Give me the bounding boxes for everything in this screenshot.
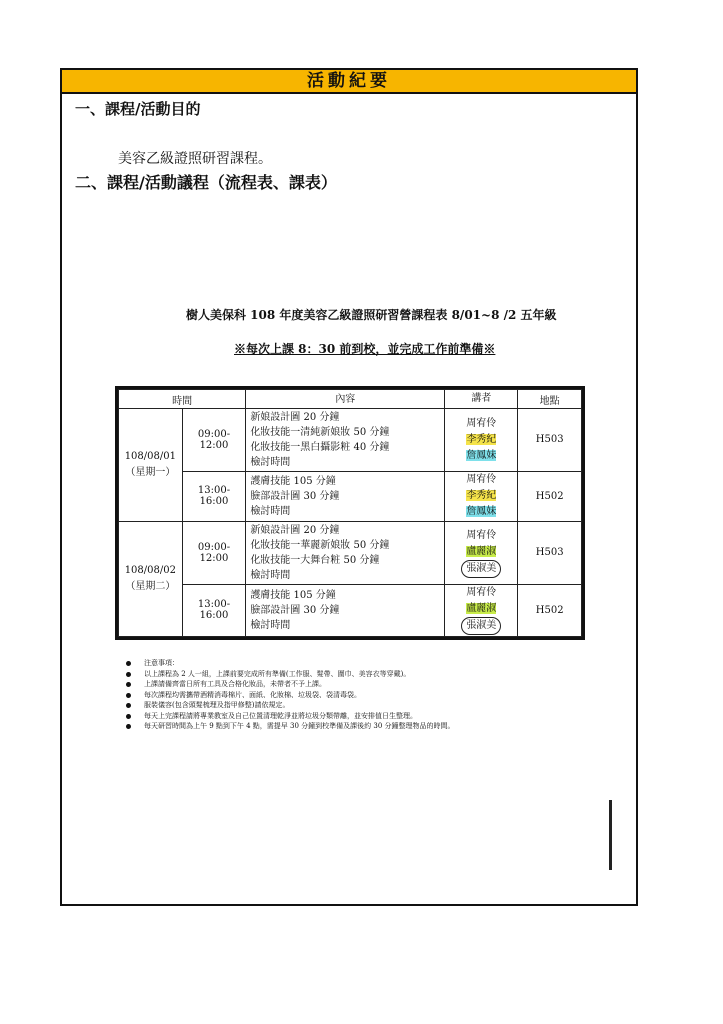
bullet-icon bbox=[126, 661, 131, 666]
content-line: 新娘設計圖 20 分鐘 bbox=[250, 411, 340, 423]
content-line: 化妝技能一清純新娘妝 50 分鐘 bbox=[250, 426, 390, 438]
bullet-icon bbox=[126, 724, 131, 729]
content-line: 臉部設計圖 30 分鐘 bbox=[250, 604, 340, 616]
teacher-name: 詹鳳妹 bbox=[466, 506, 497, 518]
list-item bbox=[126, 721, 596, 732]
content-line: 檢討時間 bbox=[250, 619, 291, 631]
page-title: 活動紀要 bbox=[62, 70, 636, 94]
time-cell: 13:00-16:00 bbox=[182, 584, 246, 636]
time-cell: 09:00-12:00 bbox=[182, 521, 246, 584]
teacher-name: 詹鳳妹 bbox=[466, 449, 497, 461]
table-row bbox=[119, 471, 582, 521]
date-cell bbox=[119, 521, 183, 636]
place-cell: H503 bbox=[518, 409, 582, 472]
schedule-title: 樹人美保科 108 年度美容乙級證照研習營課程表 8/01~8 /2 五年級 bbox=[186, 308, 557, 322]
date-cell bbox=[119, 409, 183, 522]
note-text: 每天上完課程請將專業教室及自己位置清理乾淨並將垃圾分類帶離，並安排值日生整理。 bbox=[144, 711, 417, 720]
header-time: 時間 bbox=[119, 390, 246, 409]
content-cell bbox=[246, 584, 445, 636]
teacher-name: 張淑美 bbox=[461, 560, 501, 578]
section-purpose-heading: 一、課程/活動目的 bbox=[75, 100, 201, 118]
table-row bbox=[119, 521, 582, 584]
content-cell bbox=[246, 521, 445, 584]
content-line: 化妝技能一大舞台粧 50 分鐘 bbox=[250, 554, 380, 566]
bullet-icon bbox=[126, 703, 131, 708]
notes-heading: 注意事項： bbox=[144, 659, 179, 667]
section-agenda-heading: 二、課程/活動議程（流程表、課表） bbox=[75, 173, 337, 192]
teacher-name: 周宥伶 bbox=[466, 474, 497, 486]
date: 108/08/01 bbox=[124, 450, 176, 462]
schedule-header-row bbox=[119, 390, 582, 409]
teacher-name: 周宥伶 bbox=[466, 417, 497, 429]
time-cell: 09:00-12:00 bbox=[182, 409, 246, 472]
bullet-icon bbox=[126, 672, 131, 677]
note-text: 上課請備齊當日所有工具及合格化妝品，未帶者不予上課。 bbox=[144, 680, 326, 688]
content-line: 檢討時間 bbox=[250, 569, 291, 581]
header-content: 內容 bbox=[246, 390, 445, 409]
weekday: （星期二） bbox=[125, 580, 176, 592]
place-cell: H502 bbox=[518, 584, 582, 636]
teacher-name: 李秀紀 bbox=[466, 490, 497, 502]
list-item bbox=[126, 711, 596, 722]
list-item bbox=[126, 690, 596, 701]
teacher-name: 周宥伶 bbox=[466, 529, 497, 541]
table-row bbox=[119, 584, 582, 636]
content-line: 新娘設計圖 20 分鐘 bbox=[250, 524, 340, 536]
content-line: 化妝技能一華麗新娘妝 50 分鐘 bbox=[250, 539, 390, 551]
time-cell: 13:00-16:00 bbox=[182, 471, 246, 521]
content-line: 護膚技能 105 分鐘 bbox=[250, 589, 336, 601]
note-text: 服裝儀容(包含頭髮梳理及指甲修整)請依規定。 bbox=[144, 701, 290, 709]
teacher-name: 周宥伶 bbox=[466, 587, 497, 599]
teacher-cell bbox=[445, 471, 518, 521]
notes-list bbox=[126, 658, 596, 732]
bullet-icon bbox=[126, 682, 131, 687]
header-teacher: 講者 bbox=[445, 390, 518, 409]
schedule-arrival-note: ※每次上課 8：30 前到校，並完成工作前準備※ bbox=[234, 342, 496, 356]
teacher-name: 張淑美 bbox=[461, 617, 501, 635]
purpose-text: 美容乙級證照研習課程。 bbox=[118, 151, 272, 167]
header-place: 地點 bbox=[518, 390, 582, 409]
teacher-name: 李秀紀 bbox=[466, 433, 497, 445]
place-cell: H502 bbox=[518, 471, 582, 521]
content-line: 護膚技能 105 分鐘 bbox=[250, 475, 336, 487]
note-text: 每次課程均需攜帶酒精消毒棉片、面紙、化妝棉、垃圾袋、袋清毒袋。 bbox=[144, 690, 361, 699]
weekday: （星期一） bbox=[125, 466, 176, 478]
bullet-icon bbox=[126, 714, 131, 719]
list-item bbox=[126, 658, 596, 669]
teacher-cell bbox=[445, 521, 518, 584]
content-line: 臉部設計圖 30 分鐘 bbox=[250, 490, 340, 502]
teacher-name: 盧麗淑 bbox=[466, 545, 497, 557]
list-item bbox=[126, 669, 596, 680]
teacher-name: 盧麗淑 bbox=[466, 603, 497, 615]
content-cell bbox=[246, 471, 445, 521]
place-cell: H503 bbox=[518, 521, 582, 584]
list-item bbox=[126, 700, 596, 711]
schedule-table bbox=[115, 386, 585, 640]
content-line: 檢討時間 bbox=[250, 505, 291, 517]
content-cell bbox=[246, 409, 445, 472]
table-row bbox=[119, 409, 582, 472]
content-line: 檢討時間 bbox=[250, 456, 291, 468]
scan-edge-mark bbox=[609, 800, 612, 870]
teacher-cell bbox=[445, 409, 518, 472]
list-item bbox=[126, 679, 596, 690]
bullet-icon bbox=[126, 693, 131, 698]
content-line: 化妝技能一黑白攝影粧 40 分鐘 bbox=[250, 441, 390, 453]
date: 108/08/02 bbox=[124, 564, 176, 576]
note-text: 以上課程為 2 人一組，上課前要完成所有準備(工作服、髮帶、圍巾、美容衣等穿戴)。 bbox=[144, 669, 411, 678]
note-text: 每天研習時間為上午 9 點到下午 4 點，需提早 30 分鐘到校準備及課後約 30 分鐘整理物品的時間。 bbox=[144, 722, 455, 730]
teacher-cell bbox=[445, 584, 518, 636]
